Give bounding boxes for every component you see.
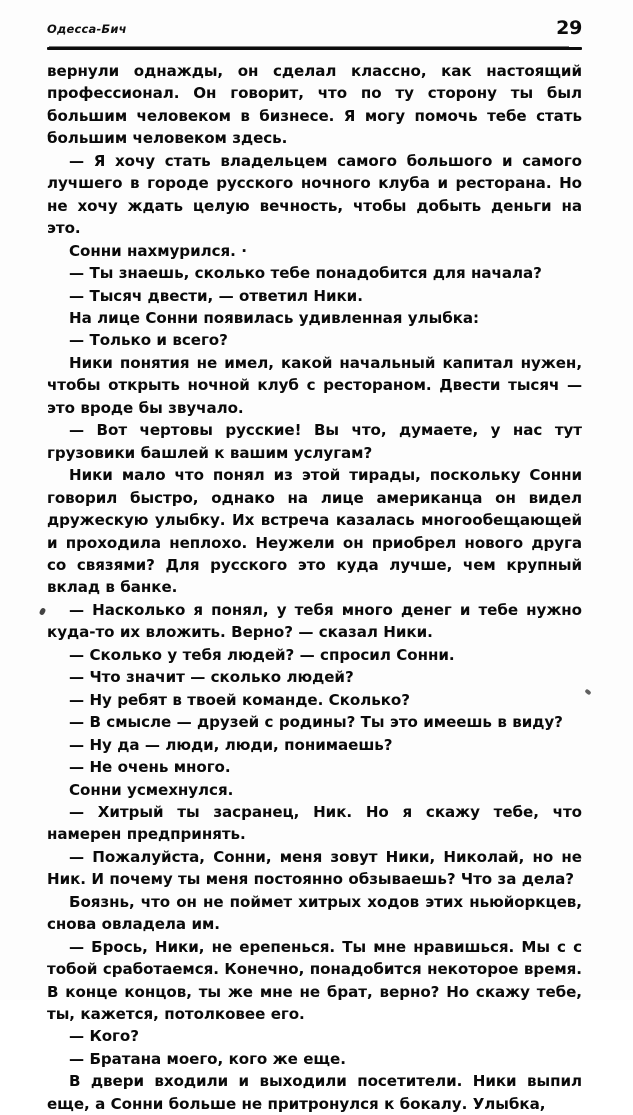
paragraph: — Насколько я понял, у тебя много денег и тебе нужно куда-то их вложить. Верно? — сказал Ники. <box>47 600 582 642</box>
paragraph: — Брось, Ники, не ерепенься. Ты мне нравишься. Мы с с тобой сработаемся. Конечно, понадобится некоторое время. В конце концов, ты же мне не брат, верно? Но скажу тебе, ты, кажется, потолковее его. <box>47 937 582 1024</box>
paragraph: — В смысле — друзей с родины? Ты это имеешь в виду? <box>69 713 563 732</box>
paragraph: — Ну ребят в твоей команде. Сколько? <box>69 690 410 709</box>
paragraph: — Пожалуйста, Сонни, меня зовут Ники, Николай, но не Ник. И почему ты меня постоянно обзываешь? Что за дела? <box>47 847 582 889</box>
page-number: 29 <box>556 17 582 39</box>
page-header <box>47 17 582 48</box>
paragraph: — Хитрый ты засранец, Ник. Но я скажу тебе, что намерен предпринять. <box>47 802 582 844</box>
paragraph: Ники мало что понял из этой тирады, поскольку Сонни говорил быстро, однако на лице американца он видел дружескую улыбку. Их встреча казалась многообещающей и проходила неплохо. Неужели он приобрел нового друга со связями? Для русского это куда лучше, чем крупный вклад в банке. <box>47 466 582 597</box>
header-divider-rule <box>47 47 582 50</box>
paragraph: вернули однажды, он сделал классно, как настоящий профессионал. Он говорит, что по ту сторону ты был большим человеком в бизнесе. Я могу помочь тебе стать большим человеком здесь. <box>47 62 582 148</box>
paragraph: — Только и всего? <box>69 331 228 350</box>
paragraph: — Кого? <box>69 1027 139 1046</box>
body-text-column <box>47 60 582 1115</box>
paragraph: Сонни нахмурился. · <box>69 241 247 260</box>
paragraph: — Братана моего, кого же еще. <box>69 1049 346 1068</box>
paragraph: — Тысяч двести, — ответил Ники. <box>69 286 363 305</box>
scan-artifact-speck <box>39 607 47 616</box>
running-title: Одесса-Бич <box>47 22 127 36</box>
paragraph: В двери входили и выходили посетители. Ники выпил еще, а Сонни больше не притронулся к бокалу. Улыбка, <box>47 1072 582 1113</box>
paragraph: Боязнь, что он не поймет хитрых ходов этих ньюйоркцев, снова овладела им. <box>47 892 582 934</box>
paragraph: — Ну да — люди, люди, понимаешь? <box>69 735 393 754</box>
paragraph: — Не очень много. <box>69 758 231 777</box>
paragraph: — Я хочу стать владельцем самого большого и самого лучшего в городе русского ночного клуба и ресторана. Но не хочу ждать целую вечность, чтобы добыть деньги на это. <box>47 151 582 238</box>
paragraph: Сонни усмехнулся. <box>69 780 234 799</box>
scan-artifact-speck-right <box>584 689 591 696</box>
paragraph: — Вот чертовы русские! Вы что, думаете, у нас тут грузовики башлей к вашим услугам? <box>47 421 582 462</box>
paragraph: На лице Сонни появилась удивленная улыбка: <box>69 308 480 327</box>
paragraph: Ники понятия не имел, какой начальный капитал нужен, чтобы открыть ночной клуб с рестораном. Двести тысяч — это вроде бы звучало. <box>47 353 582 417</box>
paragraph: — Ты знаешь, сколько тебе понадобится для начала? <box>69 264 542 283</box>
paragraph: — Сколько у тебя людей? — спросил Сонни. <box>69 645 455 664</box>
paragraph: — Что значит — сколько людей? <box>69 668 354 687</box>
